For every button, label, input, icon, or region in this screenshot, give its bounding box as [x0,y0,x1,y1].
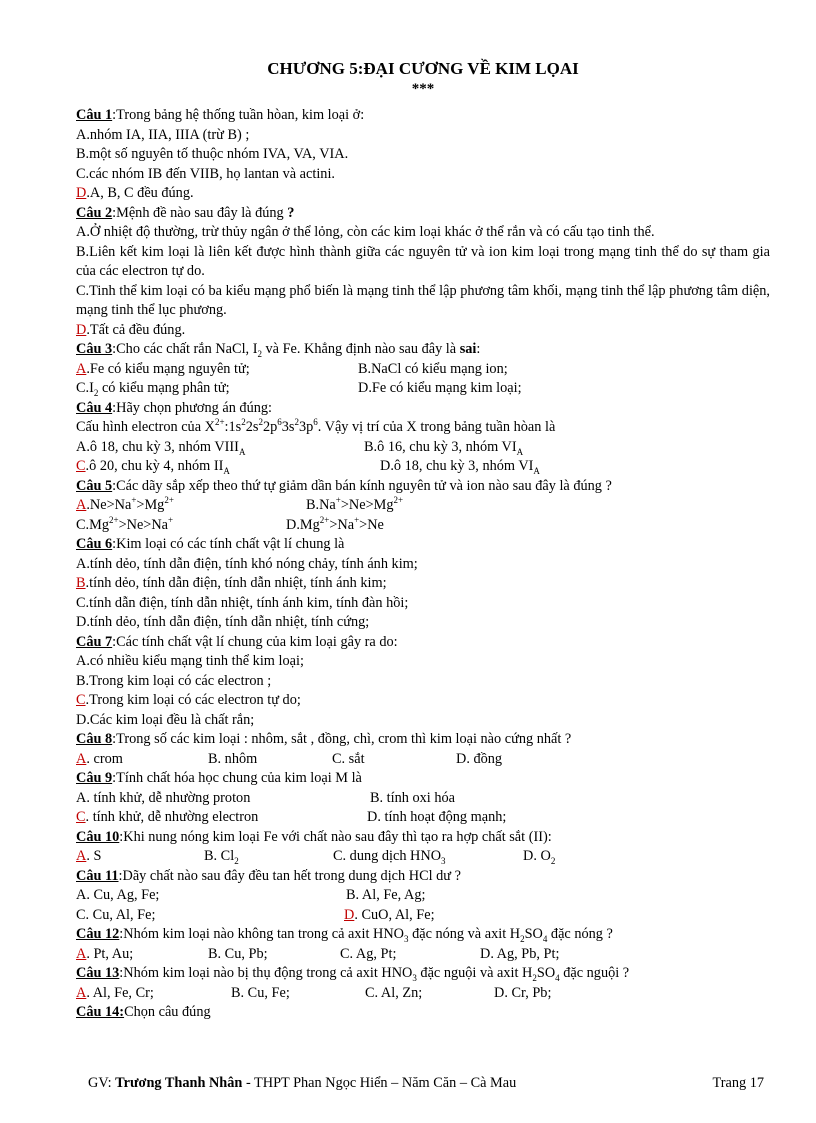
q11-text: :Dãy chất nào sau đây đều tan hết trong dung dịch HCl dư ? [118,867,461,884]
q4-option-c-text: .ô 20, chu kỳ 4, nhóm II [85,458,224,474]
chapter-title: CHƯƠNG 5:ĐẠI CƯƠNG VỀ KIM LỌAI [267,59,579,78]
q5-answer-key: A [76,497,87,513]
q12-s3: 4 [542,933,548,944]
q5-option-d [286,516,384,536]
q5-d3: >Ne [359,516,384,533]
q6-stem [76,535,770,555]
q4-config-charge: 2+ [214,417,225,428]
q5-b-sup1: + [335,495,341,506]
q8-text: :Trong số các kim loại : nhôm, sắt , đồng, chì, crom thì kim loại nào cứng nhất ? [112,731,572,747]
q5-option-b [306,496,403,516]
q9-answer-key: C [76,809,86,825]
footer-teacher: Trương Thanh Nhân [115,1075,243,1091]
q6-option-c: C.tính dẫn điện, tính dẫn nhiệt, tính ánh kim, tính đàn hồi; [76,594,409,611]
q1-option-b: B.một số nguyên tố thuộc nhóm IVA, VA, VIA. [76,146,349,162]
q11-option-b: B. Al, Fe, Ag; [346,887,426,903]
q1-option-c: C.các nhóm IB đến VIIB, họ lantan và actini. [76,165,335,182]
q13-option-a [76,985,154,1001]
q6-option-a: A.tính dẻo, tính dẫn điện, tính khó nóng chảy, tính ánh kim; [76,555,418,572]
q14-text: Chọn câu đúng [124,1004,211,1020]
q2-option-d-text: .Tất cả đều đúng. [86,321,186,338]
q3-text-end: : [476,341,481,357]
q1-option-d-text: .A, B, C đều đúng. [86,185,194,201]
q4-config-mid: :1s [224,419,242,435]
q4-config-s4: 2 [294,417,299,428]
q9-stem [76,769,770,789]
q10-option-c [333,847,446,867]
footer-prefix: GV: [88,1075,116,1091]
q3-option-d: D.Fe có kiểu mạng kim loại; [358,380,522,396]
q7-label: Câu 7 [76,633,113,650]
q4-option-d [380,457,540,477]
q3-answer-key: A [76,360,87,377]
q4-option-d-sub: A [533,465,540,476]
q7-option-d: D.Các kim loại đều là chất rắn; [76,711,255,728]
q3-option-c-pre: C.I [76,380,94,396]
q10-option-a [76,848,101,864]
q5-text: :Các dãy sắp xếp theo thứ tự giảm dần bán kính nguyên tử và ion nào sau đây là đúng ? [112,477,612,494]
q12-t2: đặc nóng và axit H [408,926,521,942]
q8-option-a-text: . crom [86,750,123,767]
q12-t1: :Nhóm kim loại nào không tan trong cả axit HNO [119,926,404,942]
q13-stem [76,964,770,984]
q4-config-s5: 6 [313,417,318,428]
q10-answer-key: A [76,848,87,864]
q8-option-d: D. đồng [456,750,503,767]
q13-s2: 2 [532,972,537,983]
q13-t3: SO [536,965,556,981]
q7-option-a: A.có nhiều kiểu mạng tinh thể kim loại; [76,653,304,669]
q12-answer-key: A [76,945,87,962]
q12-label: Câu 12 [76,926,120,942]
q4-config-c4: 3s [281,419,295,435]
page-footer [88,1073,768,1093]
q4-option-b-text: B.ô 16, chu kỳ 3, nhóm VI [364,438,517,455]
q1-label: Câu 1 [76,107,113,123]
q3-option-c-sub: 2 [93,387,99,398]
q8-stem [76,730,770,750]
q5-option-a [76,497,174,513]
q12-options [76,945,770,965]
q12-stem [76,925,770,945]
q4-option-a-text: A.ô 18, chu kỳ 3, nhóm VIII [76,438,239,455]
q1-text: :Trong bảng hệ thống tuần hòan, kim loại ở: [112,107,365,123]
q6-option-d: D.tính dẻo, tính dẫn điện, tính dẫn nhiệt, tính cứng; [76,614,370,630]
title-stars: *** [411,81,435,97]
q10-text: :Khi nung nóng kim loại Fe với chất nào sau đây thì tạo ra hợp chất sắt (II): [119,828,552,845]
q4-option-a [76,439,245,455]
q11-option-d-text: . CuO, Al, Fe; [354,906,435,923]
q13-t4: đặc nguội ? [559,965,630,981]
q5-a2: >Mg [136,497,165,513]
q5-c1: C.Mg [76,516,109,533]
q11-answer-key: D [344,906,355,923]
q9-text: :Tính chất hóa học chung của kim loại M là [112,770,362,786]
q5-d-sup2: + [354,514,360,525]
q10-stem [76,828,770,848]
q11-label: Câu 11 [76,867,119,884]
q3-text-post: và Fe. Khẳng định nào sau đây là [261,341,460,357]
q13-option-a-text: . Al, Fe, Cr; [86,984,154,1001]
q13-option-d: D. Cr, Pb; [494,984,552,1001]
q1-option-a: A.nhóm IA, IIA, IIIA (trừ B) ; [76,126,250,143]
q7-option-b: B.Trong kim loại có các electron ; [76,672,272,689]
q4-stem [76,399,770,419]
q5-c2: >Ne>Na [118,516,169,533]
q3-text-pre: :Cho các chất rắn NaCl, I [112,341,258,357]
q6-label: Câu 6 [76,536,113,552]
q5-a-sup2: 2+ [164,495,174,506]
q3-option-c [76,380,230,396]
q12-t3: SO [524,926,543,942]
q11-option-a: A. Cu, Ag, Fe; [76,887,160,903]
q4-label: Câu 4 [76,399,113,416]
q11-row-1 [76,886,770,906]
q14-stem [76,1003,770,1023]
q13-options [76,984,770,1004]
q11-row-2 [76,906,770,926]
q9-option-a: A. tính khử, dễ nhường proton [76,789,251,806]
q5-a-sup1: + [131,495,137,506]
q4-config-s3: 6 [277,417,282,428]
q12-option-d: D. Ag, Pb, Pt; [480,945,560,962]
q3-option-a-text: .Fe có kiểu mạng nguyên tử; [86,360,250,377]
q12-option-c: C. Ag, Pt; [340,945,397,962]
q8-label: Câu 8 [76,731,113,747]
q2-mark: ? [283,204,295,221]
q4-option-b [364,438,523,458]
q4-config-post: . Vậy vị trí của X trong bảng tuần hòan là [317,419,556,435]
q13-option-c: C. Al, Zn; [365,984,423,1001]
q1-stem [76,106,770,126]
q12-s1: 3 [404,933,409,944]
q2-label: Câu 2 [76,204,113,221]
q1-answer-key: D [76,185,87,201]
q4-config-pre: Cấu hình electron của X [76,419,215,435]
q10-option-c-text: C. dung dịch HNO [333,848,442,864]
q4-config [76,418,770,438]
q13-s3: 4 [555,972,560,983]
q9-option-c-text: . tính khử, dễ nhường electron [85,809,259,825]
q5-label: Câu 5 [76,477,113,494]
q12-s2: 2 [520,933,525,944]
q12-option-b: B. Cu, Pb; [208,945,268,962]
q8-options [76,750,770,770]
q6-option-b-text: .tính dẻo, tính dẫn điện, tính dẫn nhiệt, tính ánh kim; [85,575,387,591]
q2-option-a: A.Ở nhiệt độ thường, trừ thủy ngân ở thể lỏng, còn các kim loại khác ở thể rắn và có cấu tạo tinh thể. [76,224,655,240]
q5-a1: .Ne>Na [86,497,132,513]
q4-option-c [76,458,230,474]
q4-text: :Hãy chọn phương án đúng: [112,399,272,416]
q5-option-c [76,514,174,533]
q10-label: Câu 10 [76,828,120,845]
q2-answer-key: D [76,321,87,338]
q9-option-c [76,809,258,825]
q2-text: :Mệnh đề nào sau đây là đúng [112,204,284,221]
q1-option-d [76,184,770,204]
q11-option-c: C. Cu, Al, Fe; [76,906,156,923]
q4-option-a-sub: A [238,446,246,457]
q7-option-c [76,691,770,711]
q3-stem [76,340,770,360]
q4-option-c-sub: A [223,465,230,476]
q5-row-2 [76,516,770,536]
q4-option-b-sub: A [516,446,524,457]
q10-option-b [204,847,239,867]
q3-text-bold: sai [459,341,477,357]
q3-row-2 [76,379,770,399]
q3-text-sub: 2 [257,348,262,359]
q10-option-d-text: D. O [523,848,551,864]
q4-config-s2: 2 [258,417,263,428]
q8-option-c: C. sắt [332,750,365,767]
q5-d-sup1: 2+ [319,514,330,525]
q3-option-a [76,361,250,377]
q8-option-b: B. nhôm [208,750,258,767]
q3-option-c-post: có kiểu mạng phân tử; [98,380,230,396]
q10-option-b-sub: 2 [234,855,239,866]
q13-t2: đặc nguội và axit H [416,965,533,981]
q9-row-2 [76,808,770,828]
q5-stem [76,477,770,497]
q13-t1: :Nhóm kim loại nào bị thụ động trong cả axit HNO [119,965,413,981]
q11-stem [76,867,770,887]
q11-option-d [344,906,435,926]
q12-t4: đặc nóng ? [547,926,613,942]
q4-option-d-text: D.ô 18, chu kỳ 3, nhóm VI [380,458,534,474]
footer-school: - THPT Phan Ngọc Hiển – Năm Căn – Cà Mau [242,1075,517,1091]
q7-option-c-text: .Trong kim loại có các electron tự do; [85,692,301,708]
q4-row-1 [76,438,770,458]
q5-b-sup2: 2+ [393,495,404,506]
q4-config-c2: 2s [245,419,259,435]
q10-option-a-text: . S [86,848,102,864]
q7-text: :Các tính chất vật lí chung của kim loại gây ra do: [112,633,398,650]
q7-stem [76,633,770,653]
q10-option-d [523,847,555,867]
q3-option-b: B.NaCl có kiểu mạng ion; [358,360,508,377]
q4-answer-key: C [76,458,86,474]
q13-s1: 3 [412,972,417,983]
q9-option-d: D. tính hoạt động mạnh; [367,809,507,825]
q13-label: Câu 13 [76,965,120,981]
q2-stem [76,204,770,224]
q2-option-d [76,321,770,341]
q6-option-b [76,574,770,594]
q2-option-b: B.Liên kết kim loại là liên kết được hình thành giữa các nguyên tử và ion kim loại trong mạng tinh thể do sự tham gia của các electron tự do. [76,243,770,279]
q5-b2: >Ne>Mg [340,497,394,513]
q8-answer-key: A [76,750,87,767]
q8-option-a [76,751,123,767]
q7-answer-key: C [76,692,86,708]
q10-option-d-sub: 2 [550,855,556,866]
q3-label: Câu 3 [76,341,113,357]
q3-row-1 [76,360,770,380]
q12-option-a-text: . Pt, Au; [86,945,134,962]
q10-option-b-text: B. Cl [204,848,235,864]
q5-row-1 [76,496,770,516]
q4-config-c5: 3p [298,419,314,435]
q4-config-s1: 2 [241,417,246,428]
q2-option-c: C.Tinh thể kim loại có ba kiểu mạng phổ biến là mạng tinh thể lập phương tâm khối, mạng tinh thể lập phương tâm diện, mạng tinh thể lục phương. [76,282,770,318]
q10-options [76,847,770,867]
q9-label: Câu 9 [76,770,113,786]
page-number: Trang 17 [712,1075,764,1091]
q14-label: Câu 14: [76,1004,125,1020]
q5-c-sup2: + [168,514,174,525]
q5-c-sup1: 2+ [108,514,119,525]
q4-config-c3: 2p [262,419,278,435]
q4-row-2 [76,457,770,477]
q9-row-1 [76,789,770,809]
q6-answer-key: B [76,575,86,591]
q13-answer-key: A [76,984,87,1001]
document-page [76,58,770,1023]
q12-option-a [76,946,133,962]
q5-d1: D.Mg [286,516,320,533]
q6-text: :Kim loại có các tính chất vật lí chung là [112,536,345,552]
q5-d2: >Na [329,516,355,533]
q5-b1: B.Na [306,497,336,513]
q13-option-b: B. Cu, Fe; [231,984,290,1001]
q10-option-c-sub: 3 [441,855,446,866]
q9-option-b: B. tính oxi hóa [370,789,455,806]
